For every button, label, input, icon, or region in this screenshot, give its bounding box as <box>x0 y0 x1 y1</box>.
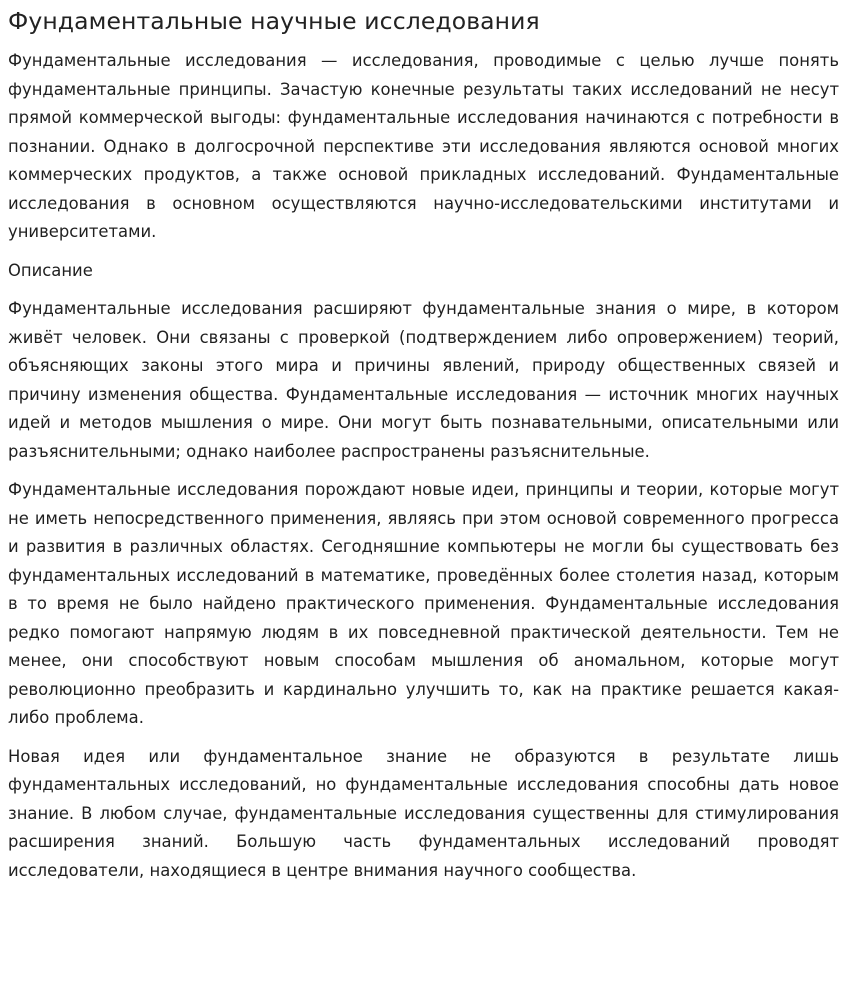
intro-paragraph: Фундаментальные исследования — исследования, проводимые с целью лучше понять фундаментальные принципы. Зачастую конечные результаты таких исследований не несут прямой коммерческой выгоды: фундаментальные исследования начинаются с потребности в познании. Однако в долгосрочной перспективе эти исследования являются основой многих коммерческих продуктов, а также основой прикладных исследований. Фундаментальные исследования в основном осуществляются научно-исследовательскими институтами и университетами. <box>8 51 839 241</box>
paragraph-2: Фундаментальные исследования порождают новые идеи, принципы и теории, которые могут не иметь непосредственного применения, являясь при этом основой современного прогресса и развития в различных областях. Сегодняшние компьютеры не могли бы существовать без фундаментальных исследований в математике, проведённых более столетия назад, которым в то время не было найдено практического применения. Фундаментальные исследования редко помогают напрямую людям в их повседневной практической деятельности. Тем не менее, они способствуют новым способам мышления об аномальном, которые могут революционно преобразить и кардинально улучшить то, как на практике решается какая-либо проблема. <box>8 480 839 727</box>
paragraph-3: Новая идея или фундаментальное знание не образуются в результате лишь фундаментальных исследований, но фундаментальные исследования способны дать новое знание. В любом случае, фундаментальные исследования существенны для стимулирования расширения знаний. Большую часть фундаментальных исследований проводят исследователи, находящиеся в центре внимания научного сообщества. <box>8 746 839 880</box>
page-title: Фундаментальные научные исследования <box>8 7 540 35</box>
article <box>8 4 839 885</box>
section-heading: Описание <box>8 260 93 280</box>
paragraph-1: Фундаментальные исследования расширяют фундаментальные знания о мире, в котором живёт человек. Они связаны с проверкой (подтверждением либо опровержением) теорий, объясняющих законы этого мира и причины явлений, природу общественных связей и причину изменения общества. Фундаментальные исследования — источник многих научных идей и методов мышления о мире. Они могут быть познавательными, описательными или разъяснительными; однако наиболее распространены разъяснительные. <box>8 299 839 461</box>
